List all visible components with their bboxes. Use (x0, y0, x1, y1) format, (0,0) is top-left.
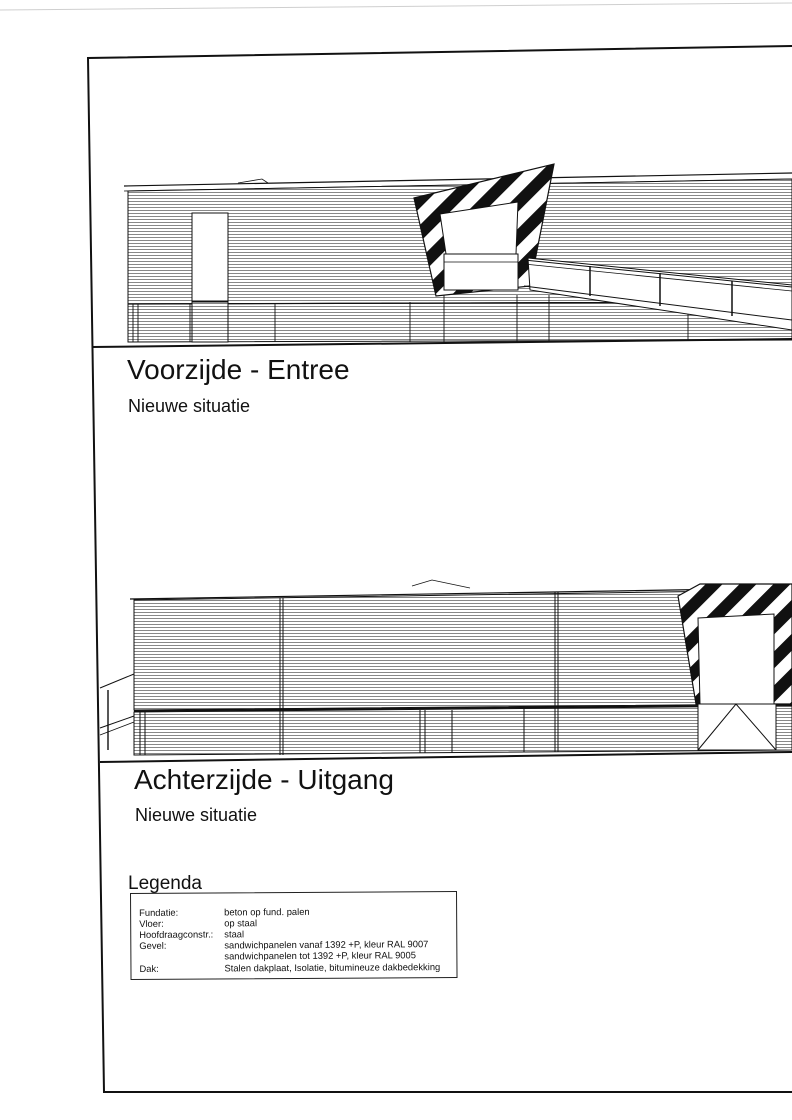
legend-key: Gevel: (139, 939, 167, 951)
legend-key: Hoofdraagconstr.: (139, 928, 214, 940)
legend-value: staal (224, 928, 245, 940)
front-elevation-title: Voorzijde - Entree (127, 354, 350, 385)
legend-key: Dak: (139, 962, 159, 974)
legend-table (130, 891, 458, 980)
front-elevation-subtitle: Nieuwe situatie (128, 396, 251, 416)
back-elevation-drawing (0, 570, 792, 770)
legend-key: Vloer: (139, 917, 164, 929)
legend-value: sandwichpanelen vanaf 1392 +P, kleur RAL 9007 (224, 938, 429, 951)
back-elevation-subtitle: Nieuwe situatie (135, 805, 258, 825)
front-elevation-drawing (0, 150, 792, 360)
legend-heading: Legenda (128, 873, 202, 894)
legend-value: Stalen dakplaat, Isolatie, bitumineuze dakbedekking (224, 961, 441, 974)
legend-value: op staal (224, 917, 258, 929)
legend-value: beton op fund. palen (224, 905, 310, 918)
legend-key: Fundatie: (139, 906, 179, 918)
back-elevation-title: Achterzijde - Uitgang (134, 764, 394, 795)
legend-value: sandwichpanelen tot 1392 +P, kleur RAL 9005 (224, 949, 416, 962)
